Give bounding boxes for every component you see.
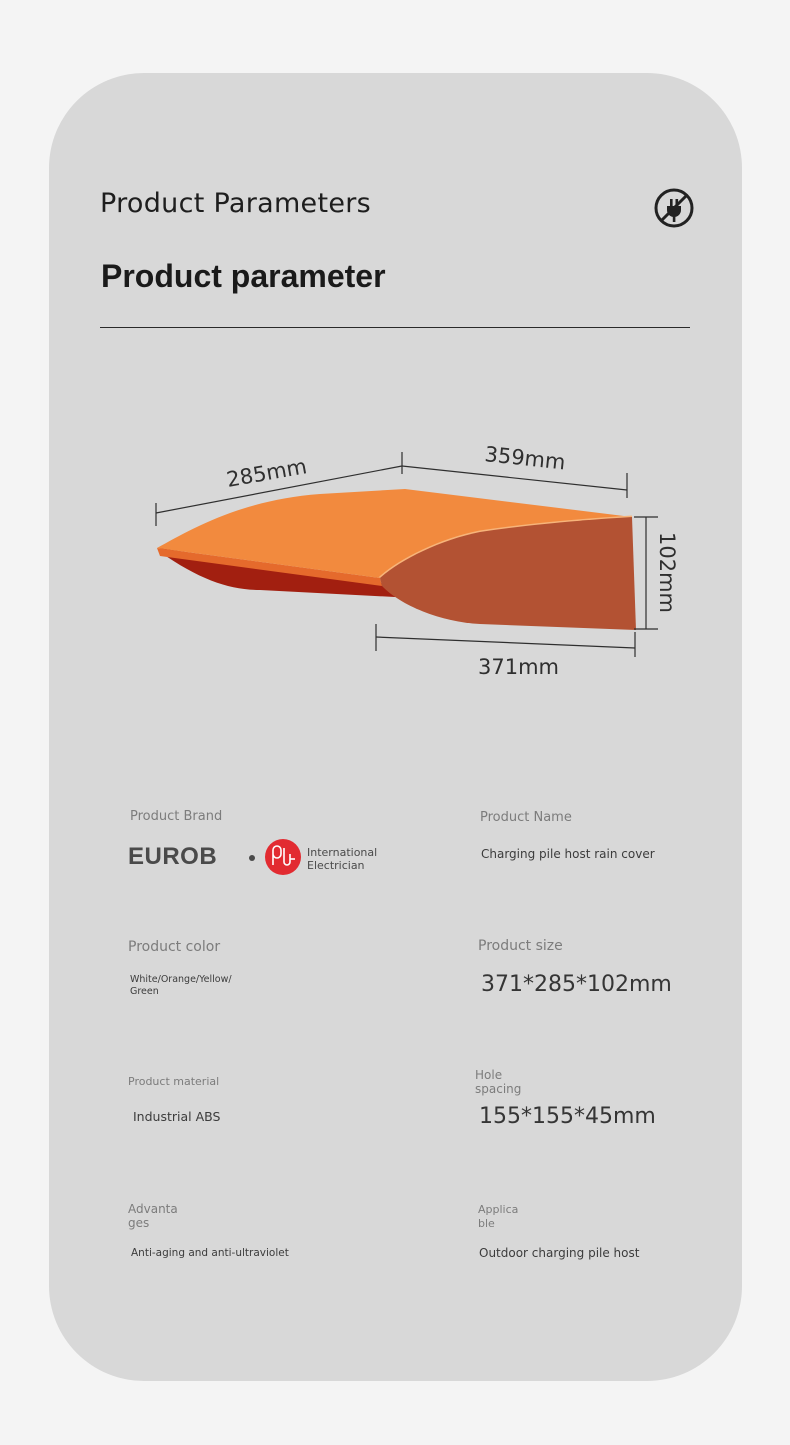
applicable-label: Applica ble [478, 1203, 519, 1230]
hole-spacing-value: 155*155*45mm [479, 1104, 656, 1129]
brand-logo-text: International Electrician [307, 846, 378, 872]
dim-length: 371mm [478, 655, 559, 679]
page-header-title: Product Parameters [100, 188, 372, 219]
product-name-value: Charging pile host rain cover [481, 847, 655, 861]
dim-height: 102mm [655, 532, 679, 613]
advantages-label: Advanta ges [128, 1202, 178, 1230]
dim-depth: 285mm [224, 454, 309, 492]
brand-name: EUROB [128, 843, 218, 870]
product-color-value: White/Orange/Yellow/ Green [130, 974, 232, 997]
dim-width-top: 359mm [483, 442, 567, 475]
product-name-label: Product Name [480, 810, 572, 825]
product-illustration [0, 0, 790, 720]
brand-separator [249, 855, 255, 861]
brand-logo-icon [265, 839, 301, 875]
product-size-label: Product size [478, 938, 563, 954]
hole-spacing-label: Hole spacing [475, 1068, 522, 1096]
brand-label: Product Brand [130, 809, 223, 824]
section-title: Product parameter [101, 258, 386, 294]
product-material-value: Industrial ABS [133, 1109, 221, 1124]
advantages-value: Anti-aging and anti-ultraviolet [131, 1247, 289, 1259]
product-size-value: 371*285*102mm [481, 972, 672, 997]
product-material-label: Product material [128, 1075, 220, 1088]
applicable-value: Outdoor charging pile host [479, 1246, 640, 1260]
product-color-label: Product color [128, 939, 221, 955]
